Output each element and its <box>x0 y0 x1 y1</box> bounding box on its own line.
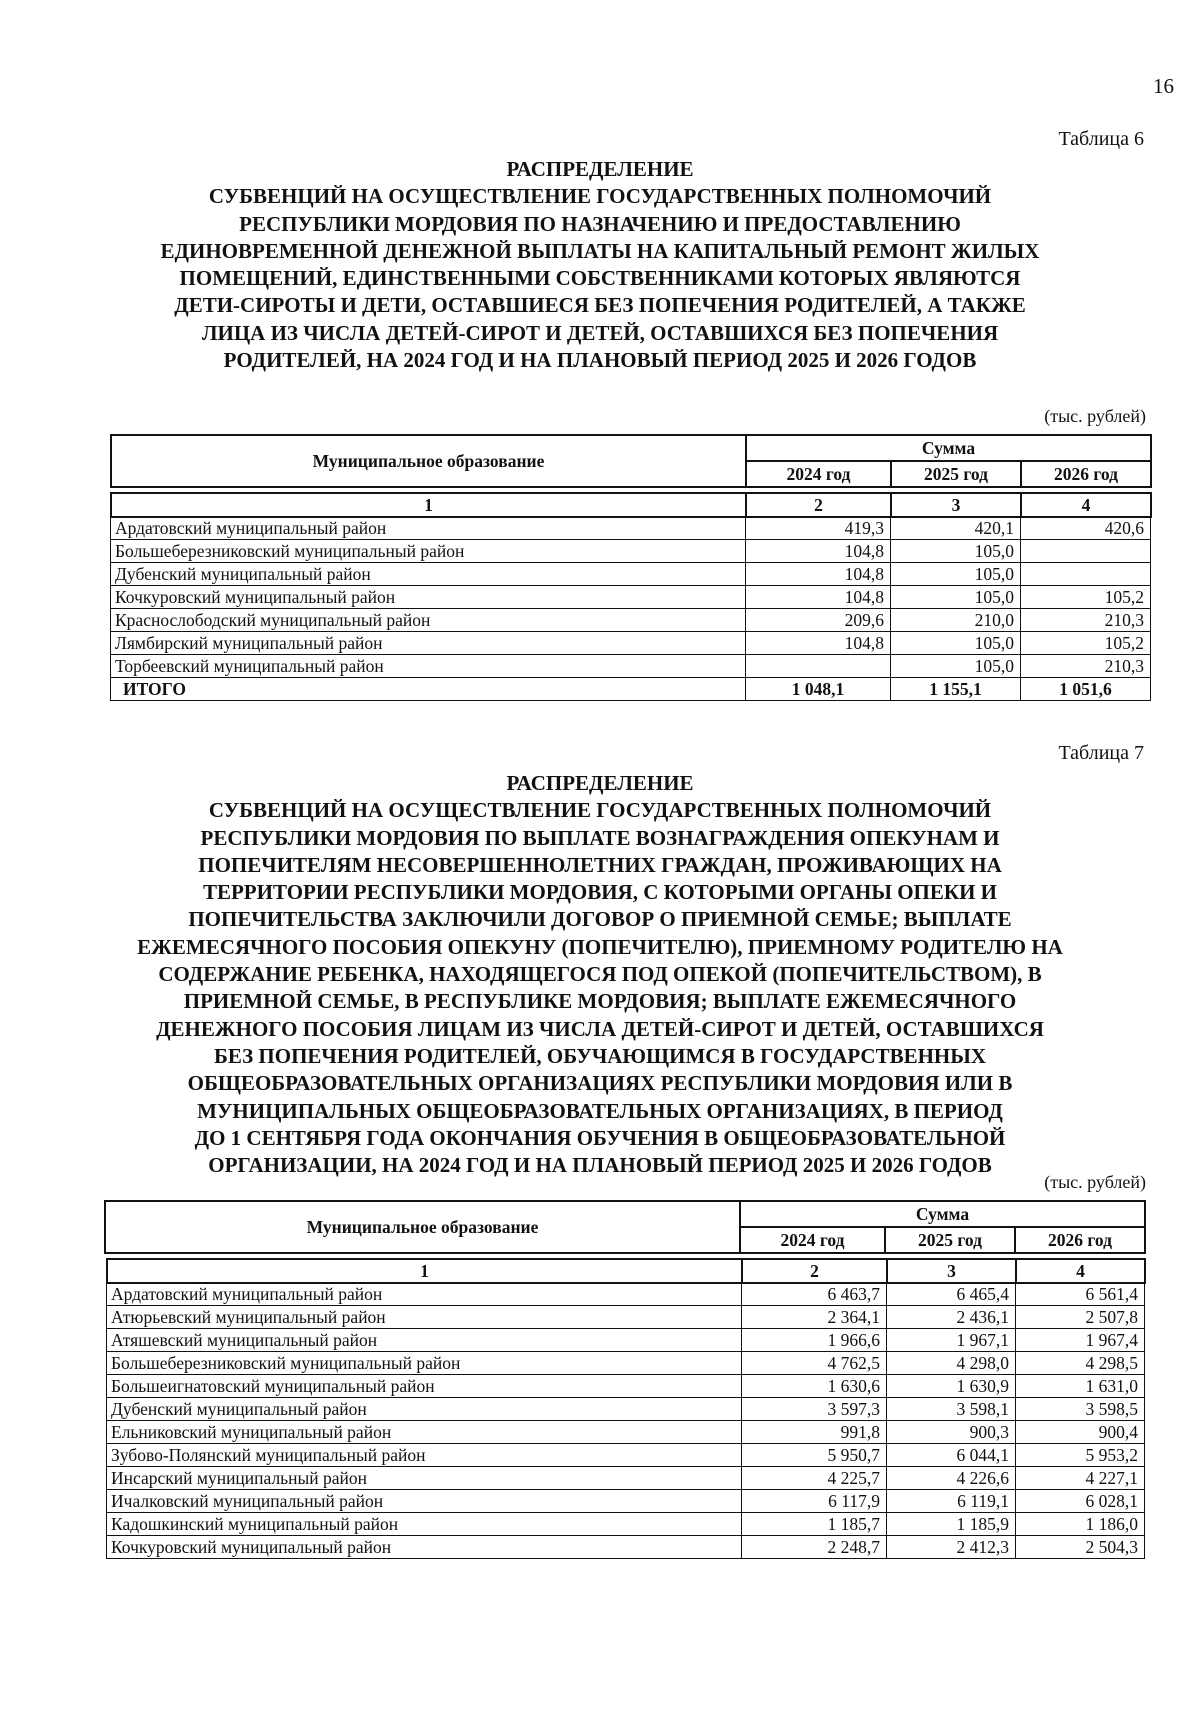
table-row <box>111 655 1151 678</box>
table6-header-year: 2026 год <box>1021 461 1151 487</box>
table-row <box>107 1352 1145 1375</box>
municipality-cell: Ельниковский муниципальный район <box>107 1421 742 1444</box>
table7-title-line: ОБЩЕОБРАЗОВАТЕЛЬНЫХ ОРГАНИЗАЦИЯХ РЕСПУБЛИКИ МОРДОВИЯ ИЛИ В <box>187 1071 1013 1096</box>
value-2025-cell: 1 630,9 <box>887 1375 1016 1398</box>
value-2025-cell: 1 967,1 <box>887 1329 1016 1352</box>
table7-units: (тыс. рублей) <box>1044 1172 1146 1192</box>
page-number: 16 <box>1153 74 1174 98</box>
table-row <box>111 632 1151 655</box>
value-2025-cell: 420,1 <box>891 517 1021 540</box>
table7-header-municipality: Муниципальное образование <box>105 1201 740 1253</box>
value-2026-cell: 105,2 <box>1021 632 1151 655</box>
value-2025-cell: 6 119,1 <box>887 1490 1016 1513</box>
value-2024-cell <box>746 655 891 678</box>
table7-colnum: 3 <box>887 1259 1016 1283</box>
table7-title-line: РЕСПУБЛИКИ МОРДОВИЯ ПО ВЫПЛАТЕ ВОЗНАГРАЖДЕНИЯ ОПЕКУНАМ И <box>200 825 1000 850</box>
municipality-cell: Атюрьевский муниципальный район <box>107 1306 742 1329</box>
table-row <box>107 1306 1145 1329</box>
table6-header-year: 2025 год <box>891 461 1021 487</box>
table7-title-line: ДО 1 СЕНТЯБРЯ ГОДА ОКОНЧАНИЯ ОБУЧЕНИЯ В ОБЩЕОБРАЗОВАТЕЛЬНОЙ <box>194 1125 1006 1150</box>
municipality-cell: Инсарский муниципальный район <box>107 1467 742 1490</box>
value-2026-cell: 4 298,5 <box>1016 1352 1145 1375</box>
table-row <box>107 1513 1145 1536</box>
table6-total-label: ИТОГО <box>111 678 746 701</box>
municipality-cell: Ичалковский муниципальный район <box>107 1490 742 1513</box>
table6-header-sum: Сумма <box>746 435 1151 461</box>
table6-colnum: 2 <box>746 493 891 517</box>
table7-title-line: ТЕРРИТОРИИ РЕСПУБЛИКИ МОРДОВИЯ, С КОТОРЫМИ ОРГАНЫ ОПЕКИ И <box>202 880 998 905</box>
table6-colnum: 1 <box>111 493 746 517</box>
municipality-cell: Ардатовский муниципальный район <box>111 517 746 540</box>
table6-total-2026: 1 051,6 <box>1021 678 1151 701</box>
municipality-cell: Дубенский муниципальный район <box>107 1398 742 1421</box>
table7-title-line: ПОПЕЧИТЕЛЬСТВА ЗАКЛЮЧИЛИ ДОГОВОР О ПРИЕМНОЙ СЕМЬЕ; ВЫПЛАТЕ <box>188 907 1012 932</box>
table6-total-2025: 1 155,1 <box>891 678 1021 701</box>
municipality-cell: Кадошкинский муниципальный район <box>107 1513 742 1536</box>
table7-header-year: 2026 год <box>1015 1227 1145 1253</box>
table7-title-line: ДЕНЕЖНОГО ПОСОБИЯ ЛИЦАМ ИЗ ЧИСЛА ДЕТЕЙ-СИРОТ И ДЕТЕЙ, ОСТАВШИХСЯ <box>156 1016 1044 1041</box>
table6-colnum: 4 <box>1021 493 1151 517</box>
table-row <box>111 586 1151 609</box>
value-2024-cell: 1 185,7 <box>742 1513 887 1536</box>
municipality-cell: Кочкуровский муниципальный район <box>111 586 746 609</box>
table6-header <box>110 434 1152 488</box>
municipality-cell: Ардатовский муниципальный район <box>107 1283 742 1306</box>
table7-title-line: РАСПРЕДЕЛЕНИЕ <box>506 771 694 795</box>
table6-title <box>100 156 1100 374</box>
table-row <box>107 1375 1145 1398</box>
table6-header-municipality: Муниципальное образование <box>111 435 746 487</box>
value-2025-cell: 6 044,1 <box>887 1444 1016 1467</box>
value-2024-cell: 6 117,9 <box>742 1490 887 1513</box>
value-2024-cell: 991,8 <box>742 1421 887 1444</box>
value-2024-cell: 104,8 <box>746 632 891 655</box>
table-row <box>107 1329 1145 1352</box>
value-2026-cell: 6 561,4 <box>1016 1283 1145 1306</box>
table-row <box>107 1536 1145 1559</box>
value-2025-cell: 105,0 <box>891 655 1021 678</box>
table6-header-year: 2024 год <box>746 461 891 487</box>
table-row <box>107 1398 1145 1421</box>
table6-caption: Таблица 6 <box>1058 128 1144 150</box>
value-2026-cell: 1 631,0 <box>1016 1375 1145 1398</box>
table7-title-line: СОДЕРЖАНИЕ РЕБЕНКА, НАХОДЯЩЕГОСЯ ПОД ОПЕКОЙ (ПОПЕЧИТЕЛЬСТВОМ), В <box>158 962 1042 987</box>
value-2025-cell: 105,0 <box>891 563 1021 586</box>
value-2024-cell: 4 225,7 <box>742 1467 887 1490</box>
table-row <box>107 1490 1145 1513</box>
table7-colnum: 2 <box>742 1259 887 1283</box>
table7-column-numbers <box>106 1258 1146 1284</box>
value-2024-cell: 5 950,7 <box>742 1444 887 1467</box>
table7-title-line: МУНИЦИПАЛЬНЫХ ОБЩЕОБРАЗОВАТЕЛЬНЫХ ОРГАНИЗАЦИЯХ, В ПЕРИОД <box>197 1098 1003 1123</box>
value-2026-cell: 105,2 <box>1021 586 1151 609</box>
value-2024-cell: 2 364,1 <box>742 1306 887 1329</box>
table-row <box>111 540 1151 563</box>
value-2025-cell: 105,0 <box>891 632 1021 655</box>
value-2024-cell: 3 597,3 <box>742 1398 887 1421</box>
value-2026-cell: 210,3 <box>1021 655 1151 678</box>
table6-total-row <box>111 678 1151 701</box>
value-2026-cell: 1 967,4 <box>1016 1329 1145 1352</box>
table7-title-line: БЕЗ ПОПЕЧЕНИЯ РОДИТЕЛЕЙ, ОБУЧАЮЩИМСЯ В ГОСУДАРСТВЕННЫХ <box>213 1043 987 1068</box>
table6-total-2024: 1 048,1 <box>746 678 891 701</box>
table7-title-line: ОРГАНИЗАЦИИ, НА 2024 ГОД И НА ПЛАНОВЫЙ ПЕРИОД 2025 И 2026 ГОДОВ <box>208 1153 992 1178</box>
value-2026-cell: 2 507,8 <box>1016 1306 1145 1329</box>
municipality-cell: Торбеевский муниципальный район <box>111 655 746 678</box>
table-row <box>111 563 1151 586</box>
value-2025-cell: 2 436,1 <box>887 1306 1016 1329</box>
municipality-cell: Атяшевский муниципальный район <box>107 1329 742 1352</box>
municipality-cell: Большеигнатовский муниципальный район <box>107 1375 742 1398</box>
municipality-cell: Лямбирский муниципальный район <box>111 632 746 655</box>
value-2025-cell: 105,0 <box>891 540 1021 563</box>
value-2025-cell: 2 412,3 <box>887 1536 1016 1559</box>
municipality-cell: Большеберезниковский муниципальный район <box>107 1352 742 1375</box>
value-2025-cell: 900,3 <box>887 1421 1016 1444</box>
table6-units: (тыс. рублей) <box>1044 406 1146 426</box>
table6-column-numbers <box>110 492 1152 518</box>
table6-title-line: СУБВЕНЦИЙ НА ОСУЩЕСТВЛЕНИЕ ГОСУДАРСТВЕННЫХ ПОЛНОМОЧИЙ <box>208 184 992 209</box>
table-row <box>107 1444 1145 1467</box>
value-2026-cell <box>1021 540 1151 563</box>
table6-colnum: 3 <box>891 493 1021 517</box>
table6-title-line: РОДИТЕЛЕЙ, НА 2024 ГОД И НА ПЛАНОВЫЙ ПЕРИОД 2025 И 2026 ГОДОВ <box>223 348 977 373</box>
value-2024-cell: 4 762,5 <box>742 1352 887 1375</box>
table6-title-line: ПОМЕЩЕНИЙ, ЕДИНСТВЕННЫМИ СОБСТВЕННИКАМИ КОТОРЫХ ЯВЛЯЮТСЯ <box>179 266 1021 291</box>
municipality-cell: Большеберезниковский муниципальный район <box>111 540 746 563</box>
value-2024-cell: 209,6 <box>746 609 891 632</box>
value-2026-cell: 420,6 <box>1021 517 1151 540</box>
value-2026-cell: 2 504,3 <box>1016 1536 1145 1559</box>
value-2026-cell: 6 028,1 <box>1016 1490 1145 1513</box>
value-2024-cell: 1 966,6 <box>742 1329 887 1352</box>
table-row <box>107 1283 1145 1306</box>
table7-caption: Таблица 7 <box>1058 742 1144 764</box>
value-2025-cell: 1 185,9 <box>887 1513 1016 1536</box>
value-2024-cell: 104,8 <box>746 540 891 563</box>
table6-title-line: ДЕТИ-СИРОТЫ И ДЕТИ, ОСТАВШИЕСЯ БЕЗ ПОПЕЧЕНИЯ РОДИТЕЛЕЙ, А ТАКЖЕ <box>174 293 1026 318</box>
table-row <box>107 1421 1145 1444</box>
table7-header-year: 2024 год <box>740 1227 885 1253</box>
value-2024-cell: 6 463,7 <box>742 1283 887 1306</box>
value-2026-cell: 900,4 <box>1016 1421 1145 1444</box>
table-row <box>111 517 1151 540</box>
table7-title-line: СУБВЕНЦИЙ НА ОСУЩЕСТВЛЕНИЕ ГОСУДАРСТВЕННЫХ ПОЛНОМОЧИЙ <box>208 798 992 823</box>
table7-body <box>106 1282 1145 1559</box>
table-row <box>111 609 1151 632</box>
value-2024-cell: 2 248,7 <box>742 1536 887 1559</box>
value-2025-cell: 4 226,6 <box>887 1467 1016 1490</box>
value-2025-cell: 105,0 <box>891 586 1021 609</box>
value-2024-cell: 1 630,6 <box>742 1375 887 1398</box>
table6-title-line: РЕСПУБЛИКИ МОРДОВИЯ ПО НАЗНАЧЕНИЮ И ПРЕДОСТАВЛЕНИЮ <box>239 211 961 236</box>
municipality-cell: Дубенский муниципальный район <box>111 563 746 586</box>
value-2026-cell: 210,3 <box>1021 609 1151 632</box>
table7-title-line: ПОПЕЧИТЕЛЯМ НЕСОВЕРШЕННОЛЕТНИХ ГРАЖДАН, ПРОЖИВАЮЩИХ НА <box>198 852 1002 877</box>
table7-colnum: 4 <box>1016 1259 1145 1283</box>
municipality-cell: Зубово-Полянский муниципальный район <box>107 1444 742 1467</box>
table7-header-sum: Сумма <box>740 1201 1145 1227</box>
value-2025-cell: 210,0 <box>891 609 1021 632</box>
municipality-cell: Краснослободский муниципальный район <box>111 609 746 632</box>
value-2026-cell: 5 953,2 <box>1016 1444 1145 1467</box>
value-2026-cell <box>1021 563 1151 586</box>
table7-title <box>100 770 1100 1179</box>
table7-title-line: ПРИЕМНОЙ СЕМЬЕ, В РЕСПУБЛИКЕ МОРДОВИЯ; ВЫПЛАТЕ ЕЖЕМЕСЯЧНОГО <box>183 989 1017 1014</box>
value-2025-cell: 3 598,1 <box>887 1398 1016 1421</box>
table6-title-line: ЕДИНОВРЕМЕННОЙ ДЕНЕЖНОЙ ВЫПЛАТЫ НА КАПИТАЛЬНЫЙ РЕМОНТ ЖИЛЫХ <box>160 238 1040 263</box>
value-2024-cell: 104,8 <box>746 586 891 609</box>
table7-header-year: 2025 год <box>885 1227 1015 1253</box>
table7-title-line: ЕЖЕМЕСЯЧНОГО ПОСОБИЯ ОПЕКУНУ (ПОПЕЧИТЕЛЮ), ПРИЕМНОМУ РОДИТЕЛЮ НА <box>137 934 1063 959</box>
value-2026-cell: 3 598,5 <box>1016 1398 1145 1421</box>
value-2026-cell: 1 186,0 <box>1016 1513 1145 1536</box>
table7-header <box>104 1200 1146 1254</box>
value-2024-cell: 104,8 <box>746 563 891 586</box>
table7-colnum: 1 <box>107 1259 742 1283</box>
value-2025-cell: 6 465,4 <box>887 1283 1016 1306</box>
table6-title-line: ЛИЦА ИЗ ЧИСЛА ДЕТЕЙ-СИРОТ И ДЕТЕЙ, ОСТАВШИХСЯ БЕЗ ПОПЕЧЕНИЯ <box>201 320 999 345</box>
table-row <box>107 1467 1145 1490</box>
table6-title-line: РАСПРЕДЕЛЕНИЕ <box>506 157 694 181</box>
table6-body <box>110 516 1151 701</box>
value-2024-cell: 419,3 <box>746 517 891 540</box>
municipality-cell: Кочкуровский муниципальный район <box>107 1536 742 1559</box>
value-2026-cell: 4 227,1 <box>1016 1467 1145 1490</box>
value-2025-cell: 4 298,0 <box>887 1352 1016 1375</box>
